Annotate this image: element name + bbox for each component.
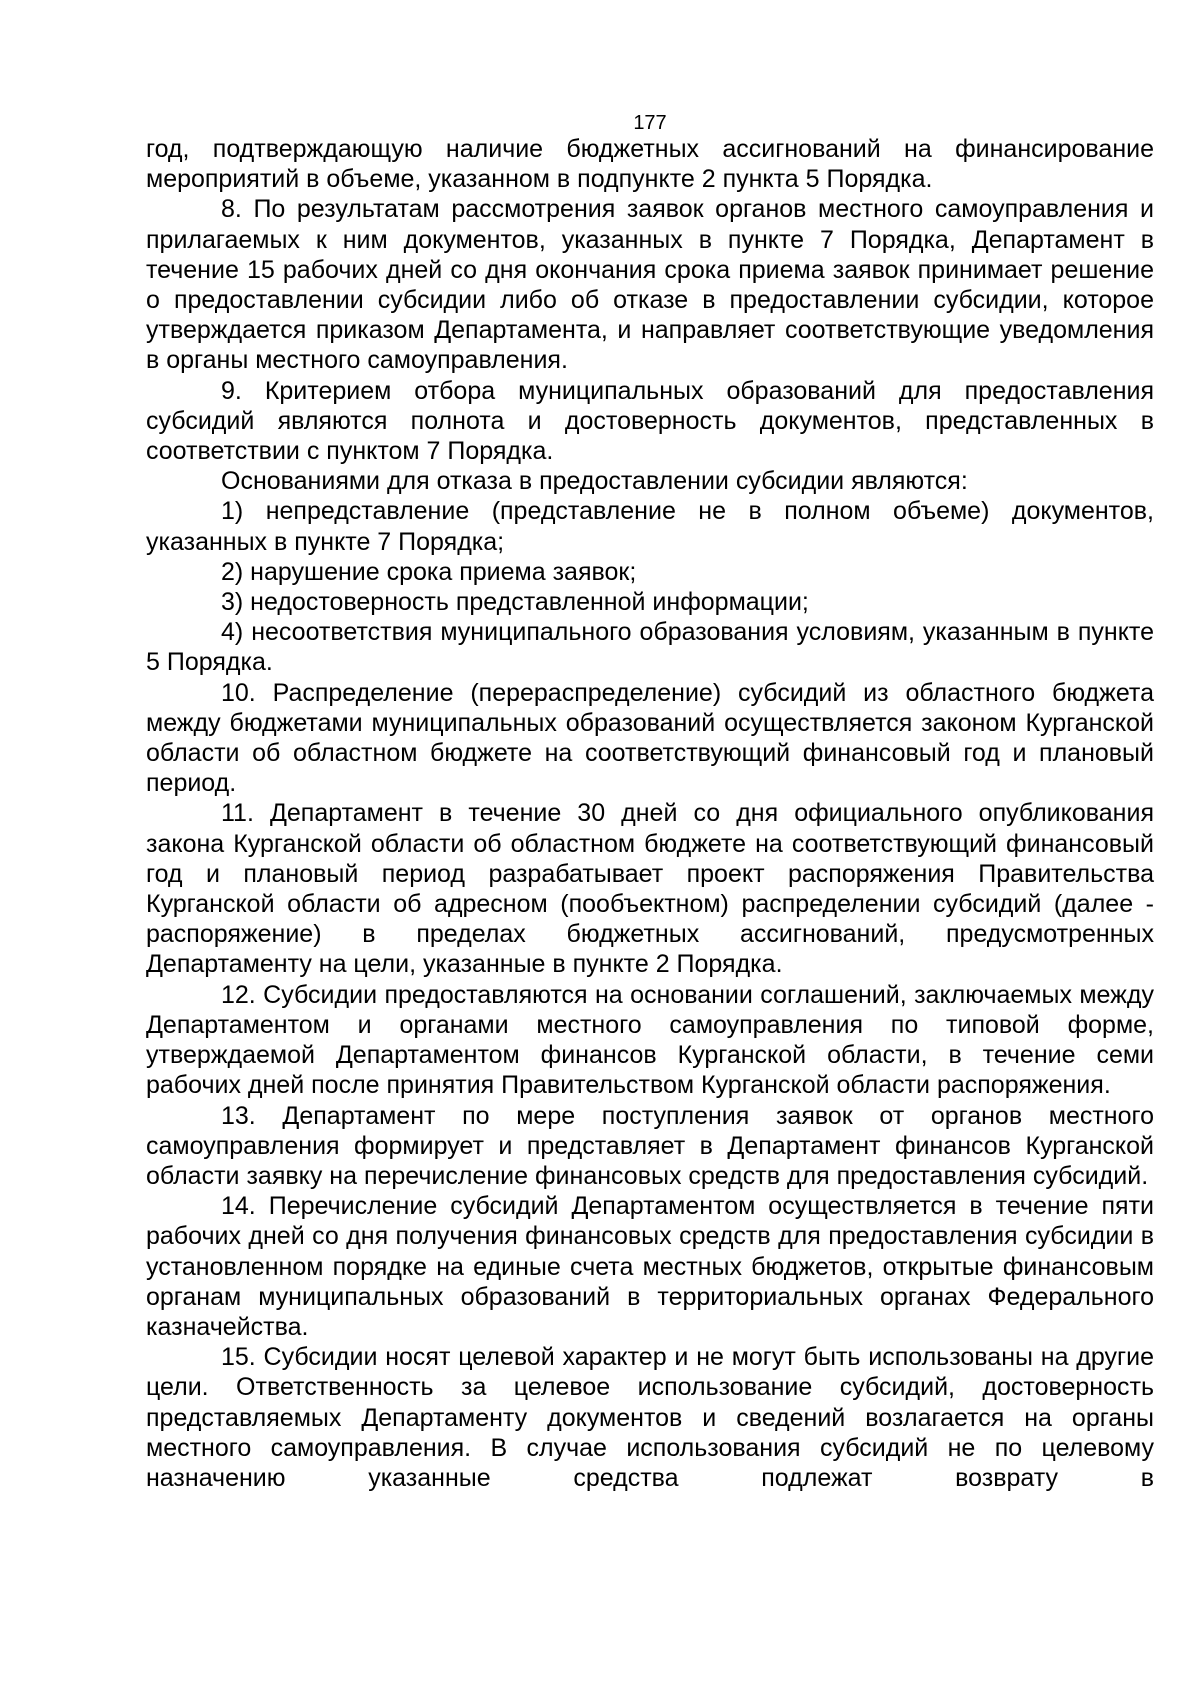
document-page [146,108,1154,1493]
paragraph-item-12: 12. Субсидии предоставляются на основании соглашений, заключаемых между Департаментом и органами местного самоуправления по типовой форме, утверждаемой Департаментом финансов Курганской области, в течение семи рабочих дней после принятия Правительством Курганской области распоряжения. [146,980,1154,1100]
paragraph-item-11: 11. Департамент в течение 30 дней со дня официального опубликования закона Курганской области об областном бюджете на соответствующий финансовый год и плановый период разрабатывает проект распоряжения Правительства Курганской области об адресном (пообъектном) распределении субсидий (далее - распоряжение) в пределах бюджетных ассигнований, предусмотренных Департаменту на цели, указанные в пункте 2 Порядка. [146,799,1154,979]
paragraph-continuation: год, подтверждающую наличие бюджетных ассигнований на финансирование мероприятий в объеме, указанном в подпункте 2 пункта 5 Порядка. [146,135,1154,194]
paragraph-subitem-3: 3) недостоверность представленной информации; [221,588,809,617]
page-number: 177 [633,112,667,134]
paragraph-subitem-1: 1) непредставление (представление не в полном объеме) документов, указанных в пункте 7 Порядка; [146,497,1154,556]
paragraph-item-9: 9. Критерием отбора муниципальных образований для предоставления субсидий являются полнота и достоверность документов, представленных в соответствии с пунктом 7 Порядка. [146,376,1154,466]
paragraph-subitem-2: 2) нарушение срока приема заявок; [221,557,637,586]
paragraph-item-13: 13. Департамент по мере поступления заявок от органов местного самоуправления формирует и представляет в Департамент финансов Курганской области заявку на перечисление финансовых средств для предоставления субсидий. [146,1101,1154,1190]
paragraph-item-14: 14. Перечисление субсидий Департаментом осуществляется в течение пяти рабочих дней со дня получения финансовых средств для предоставления субсидии в установленном порядке на единые счета местных бюджетов, открытые финансовым органам муниципальных образований в территориальных органах Федерального казначейства. [146,1192,1154,1341]
paragraph-item-15: 15. Субсидии носят целевой характер и не могут быть использованы на другие цели. Ответственность за целевое использование субсидий, достоверность представляемых Департаменту документов и сведений возлагается на органы местного самоуправления. В случае использования субсидий не по целевому назначению указанные средства подлежат возврату в [146,1343,1154,1492]
paragraph-subitem-4: 4) несоответствия муниципального образования условиям, указанным в пункте 5 Порядка. [146,618,1154,677]
paragraph-refusal-grounds: Основаниями для отказа в предоставлении субсидии являются: [221,467,968,496]
paragraph-item-8: 8. По результатам рассмотрения заявок органов местного самоуправления и прилагаемых к ним документов, указанных в пункте 7 Порядка, Департамент в течение 15 рабочих дней со дня окончания срока приема заявок принимает решение о предоставлении субсидии либо об отказе в предоставлении субсидии, которое утверждается приказом Департамента, и направляет соответствующие уведомления в органы местного самоуправления. [146,195,1154,375]
paragraph-item-10: 10. Распределение (перераспределение) субсидий из областного бюджета между бюджетами муниципальных образований осуществляется законом Курганской области об областном бюджете на соответствующий финансовый год и плановый период. [146,678,1154,798]
